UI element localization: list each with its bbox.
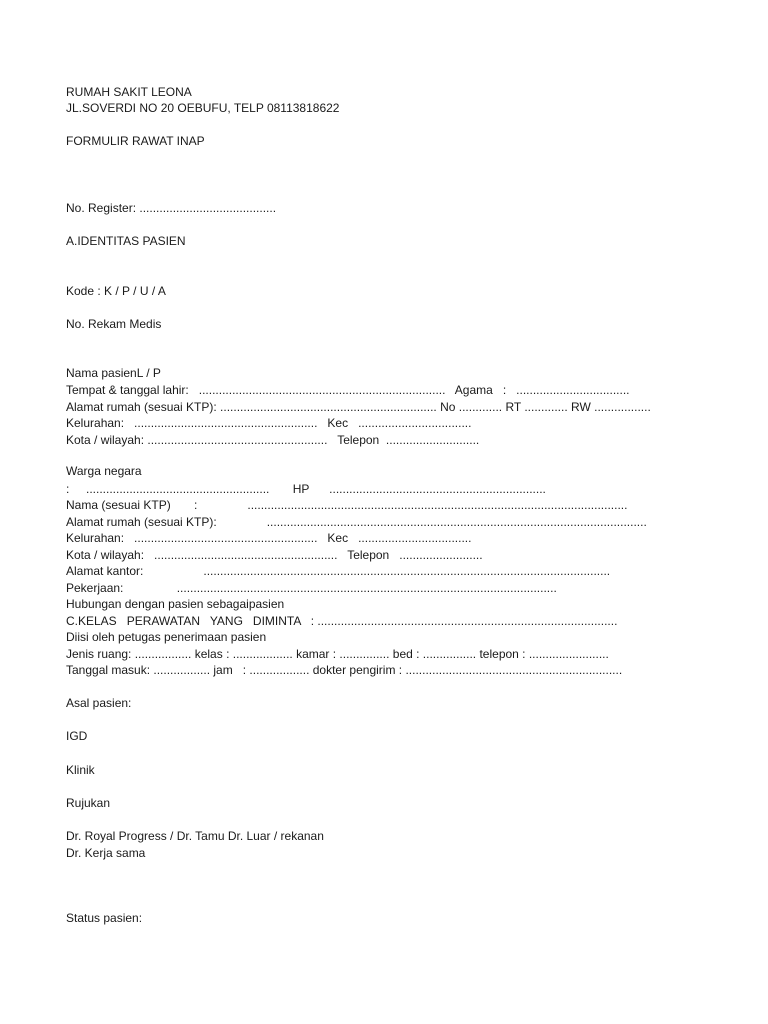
nama-pasien-field: Nama pasienL / P [66, 366, 161, 380]
dokter-option-1: Dr. Royal Progress / Dr. Tamu Dr. Luar / rekanan [66, 829, 324, 843]
jenis-ruang-field: Jenis ruang: ................. kelas : .................. kamar : ............... bed : ................ telepon : ........................ [66, 647, 609, 661]
kelas-perawatan-field: C.KELAS PERAWATAN YANG DIMINTA : .......................................................................................... [66, 614, 618, 628]
kota-wilayah-field-2: Kota / wilayah: ....................................................... Telepon ......................... [66, 548, 483, 562]
rekam-medis-field: No. Rekam Medis [66, 317, 162, 331]
nama-ktp-field: Nama (sesuai KTP) : .................................................................................................................. [66, 498, 628, 512]
asal-igd: IGD [66, 729, 88, 743]
alamat-rumah-field: Alamat rumah (sesuai KTP): ................................................................. No ............. RT ............. RW ................. [66, 400, 651, 414]
alamat-kantor-field: Alamat kantor: .......................................................................................................................... [66, 564, 611, 578]
asal-rujukan: Rujukan [66, 796, 111, 810]
status-pasien-label: Status pasien: [66, 911, 143, 925]
hubungan-label: Hubungan dengan pasien sebagaipasien [66, 597, 285, 611]
alamat-ktp-field: Alamat rumah (sesuai KTP): .................................................................................................................. [66, 515, 647, 529]
dokter-option-2: Dr. Kerja sama [66, 846, 146, 860]
warga-negara-label: Warga negara [66, 464, 142, 478]
kelurahan-field: Kelurahan: ....................................................... Kec .................................. [66, 416, 472, 430]
section-a-title: A.IDENTITAS PASIEN [66, 234, 186, 248]
form-title: FORMULIR RAWAT INAP [66, 134, 205, 148]
asal-klinik: Klinik [66, 763, 95, 777]
hospital-name: RUMAH SAKIT LEONA [66, 85, 192, 99]
asal-pasien-label: Asal pasien: [66, 696, 132, 710]
diisi-petugas-label: Diisi oleh petugas penerimaan pasien [66, 630, 267, 644]
warga-negara-hp-field: : ....................................................... HP ................................................................. [66, 482, 546, 496]
hospital-address: JL.SOVERDI NO 20 OEBUFU, TELP 08113818622 [66, 101, 340, 115]
kelurahan-field-2: Kelurahan: ....................................................... Kec .................................. [66, 531, 472, 545]
register-number-field: No. Register: ......................................... [66, 201, 277, 215]
pekerjaan-field: Pekerjaan: .................................................................................................................. [66, 581, 557, 595]
tanggal-masuk-field: Tanggal masuk: ................. jam : .................. dokter pengirim : ................................................................. [66, 663, 623, 677]
kota-wilayah-field: Kota / wilayah: ...................................................... Telepon ............................ [66, 433, 480, 447]
tempat-tanggal-lahir-field: Tempat & tanggal lahir: .......................................................................... Agama : .................................. [66, 383, 630, 397]
kode-field: Kode : K / P / U / A [66, 284, 166, 298]
